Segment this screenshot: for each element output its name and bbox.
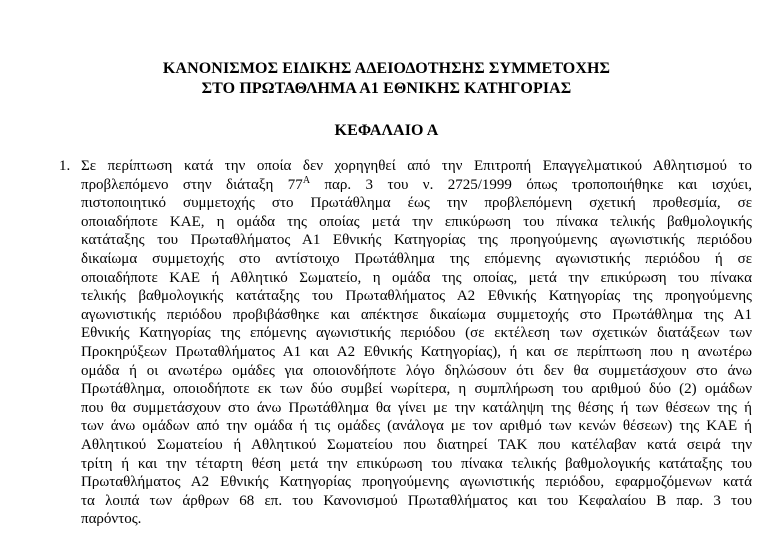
paragraph-line: των άνω ομάδων από την ομάδα ή τις ομάδες (ανάλογα με τον αριθμό των κενών θέσεων) της ΚΑΕ ή bbox=[81, 418, 752, 435]
chapter-heading: ΚΕΦΑΛΑΙΟ Α bbox=[334, 122, 439, 139]
paragraph-line: οποιαδήποτε ΚΑΕ, η ομάδα της οποίας μετά την επικύρωση του πίνακα τελικής βαθμολογικής bbox=[81, 213, 752, 230]
paragraph-line: Αθλητικού Σωματείου ή Αθλητικού Σωματείου που διατηρεί ΤΑΚ που κατέλαβαν κατά σειρά την bbox=[81, 436, 752, 453]
paragraph-line: οποιαδήποτε ΚΑΕ ή Αθλητικό Σωματείο, η ομάδα της οποίας, μετά την επικύρωση του πίνακα bbox=[81, 269, 752, 286]
paragraph-line: Εθνικής Κατηγορίας της επόμενης αγωνιστικής περιόδου (σε εκτέλεση των σχετικών διατάξεων των bbox=[81, 325, 752, 342]
paragraph-line-text: παρ. 3 του ν. 2725/1999 όπως τροποποιήθηκε και ισχύει, bbox=[310, 176, 752, 193]
paragraph-line: τα λοιπά των άρθρων 68 επ. του Κανονισμού Πρωταθλήματος και του Κεφαλαίου Β παρ. 3 του bbox=[81, 492, 752, 509]
paragraph-line bbox=[81, 176, 752, 195]
paragraph-line: Προκηρύξεων Πρωταθλήματος Α1 και Α2 Εθνικής Κατηγορίας), ή και σε περίπτωση που η ανωτέρω bbox=[81, 343, 752, 360]
paragraph-line: τρίτη ή και την τέταρτη θέση μετά την επικύρωση του πίνακα τελικής βαθμολογικής κατάταξης του bbox=[81, 455, 752, 472]
document-title-line-1: ΚΑΝΟΝΙΣΜΟΣ ΕΙΔΙΚΗΣ ΑΔΕΙΟΔΟΤΗΣΗΣ ΣΥΜΜΕΤΟΧΗΣ bbox=[162, 60, 611, 77]
paragraph-line: κατάταξης του Πρωταθλήματος Α1 Εθνικής Κατηγορίας της προηγούμενης αγωνιστικής περιόδου bbox=[81, 232, 752, 249]
paragraph-line: τελικής βαθμολογικής κατάταξης του Πρωταθλήματος Α2 Εθνικής Κατηγορίας της προηγούμενης bbox=[81, 288, 752, 305]
paragraph-line: Σε περίπτωση κατά την οποία δεν χορηγηθεί από την Επιτροπή Επαγγελματικού Αθλητισμού το bbox=[81, 158, 752, 174]
paragraph-line: παρόντος. bbox=[81, 511, 142, 528]
paragraph-line: Πρωτάθλημα, οποιοδήποτε εκ των δύο συμβεί νωρίτερα, η συμπλήρωση του αριθμού δύο (2) ομάδων bbox=[81, 381, 752, 398]
document-title-line-2: ΣΤΟ ΠΡΩΤΑΘΛΗΜΑ Α1 ΕΘΝΙΚΗΣ ΚΑΤΗΓΟΡΙΑΣ bbox=[201, 80, 572, 97]
article-superscript: Α bbox=[302, 174, 311, 186]
paragraph-body bbox=[81, 157, 752, 529]
item-number: 1. bbox=[59, 158, 71, 174]
paragraph-line: αγωνιστικής περιόδου προβιβάσθηκε και απέκτησε δικαίωμα συμμετοχής στο Πρωτάθλημα της Α1 bbox=[81, 306, 752, 323]
paragraph-line: Πρωταθλήματος Α2 Εθνικής Κατηγορίας προηγούμενης αγωνιστικής περιόδου, εφαρμοζόμενων κατά bbox=[81, 474, 752, 491]
paragraph-line-text: προβλεπόμενο στην διάταξη 77 bbox=[81, 176, 303, 193]
paragraph-line: πιστοποιητικό συμμετοχής στο Πρωτάθλημα έως την προβλεπόμενη σχετική προθεσμία, σε bbox=[81, 195, 752, 212]
paragraph-line: που θα συμμετάσχουν στο άνω Πρωτάθλημα θα γίνει με την κατάληψη της θέσης ή των θέσεων της ή bbox=[81, 399, 752, 416]
paragraph-line: ομάδα ή οι ανωτέρω ομάδες για οποιονδήποτε λόγο δηλώσουν ότι δεν θα συμμετάσχουν στο άνω bbox=[81, 362, 752, 379]
paragraph-line: δικαίωμα συμμετοχής στο αντίστοιχο Πρωτάθλημα της επόμενης αγωνιστικής περιόδου ή σε bbox=[81, 250, 752, 267]
